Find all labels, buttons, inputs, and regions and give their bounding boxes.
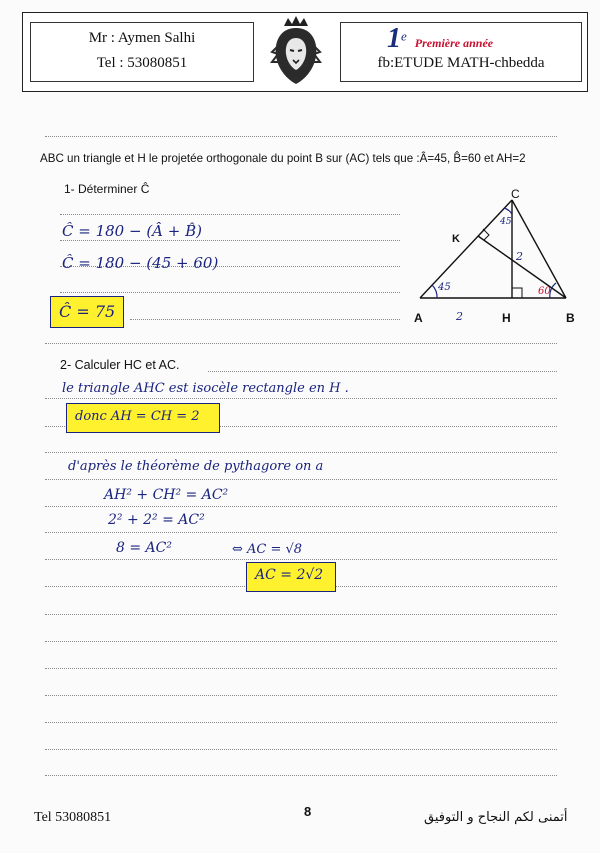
q1-result: Ĉ = 75 bbox=[59, 302, 116, 321]
vertex-label-C: C bbox=[511, 187, 520, 201]
q2-result-highlight bbox=[246, 562, 336, 592]
ruled-line bbox=[45, 695, 557, 696]
ruled-line bbox=[45, 136, 557, 137]
ruled-line bbox=[130, 319, 400, 320]
question-2: 2- Calculer HC et AC. bbox=[60, 358, 180, 372]
question-1: 1- Déterminer Ĉ bbox=[64, 182, 150, 196]
teacher-info-box bbox=[30, 22, 254, 82]
angle-C-label: 45 bbox=[500, 217, 512, 227]
ruled-line bbox=[45, 722, 557, 723]
q2-answer-line-4: AH² + CH² = AC² bbox=[104, 487, 229, 503]
vertex-label-A: A bbox=[414, 311, 423, 325]
q2-answer-line-3: d'après le théorème de pythagore on a bbox=[68, 459, 324, 474]
ruled-line bbox=[60, 292, 400, 293]
q2-answer-line-6: 8 = AC² bbox=[116, 540, 172, 556]
ruled-line bbox=[45, 641, 557, 642]
ruled-line bbox=[45, 479, 557, 480]
teacher-name: Mr : Aymen Salhi bbox=[88, 30, 196, 46]
ruled-line bbox=[208, 371, 557, 372]
level-heading bbox=[387, 23, 493, 55]
q2-result: AC = 2√2 bbox=[255, 567, 324, 583]
vertex-label-K: K bbox=[452, 233, 460, 245]
vertex-label-B: B bbox=[566, 311, 575, 325]
page-number: 8 bbox=[304, 804, 312, 819]
ruled-line bbox=[45, 452, 557, 453]
ruled-line bbox=[45, 775, 557, 776]
ruled-line bbox=[45, 506, 557, 507]
ruled-line bbox=[45, 668, 557, 669]
ruled-line bbox=[45, 559, 557, 560]
side-AH-label: 2 bbox=[456, 310, 463, 323]
level-superscript: e bbox=[401, 28, 407, 44]
footer-phone: Tel 53080851 bbox=[34, 810, 112, 825]
q1-answer-line-2: Ĉ = 180 − (45 + 60) bbox=[62, 254, 219, 272]
side-HC-label: 2 bbox=[516, 250, 523, 263]
q1-result-highlight bbox=[50, 296, 124, 328]
ruled-line bbox=[45, 398, 557, 399]
level-name: Première année bbox=[414, 36, 494, 50]
level-box bbox=[340, 22, 582, 82]
triangle-figure bbox=[410, 186, 590, 328]
ruled-line bbox=[45, 343, 557, 344]
vertex-label-H: H bbox=[502, 311, 511, 325]
teacher-phone: Tel : 53080851 bbox=[96, 55, 188, 71]
ruled-line bbox=[45, 614, 557, 615]
q2-answer-line-1: le triangle AHC est isocèle rectangle en H . bbox=[62, 381, 349, 396]
lion-logo-icon bbox=[266, 16, 326, 86]
problem-statement: ABC un triangle et H le projetée orthogonale du point B sur (AC) tels que :Â=45, B̂=60 et AH=2 bbox=[40, 152, 526, 165]
q2-answer-line-5: 2² + 2² = AC² bbox=[108, 512, 205, 528]
q2-answer-line-2: donc AH = CH = 2 bbox=[75, 409, 200, 424]
ruled-line bbox=[45, 749, 557, 750]
q2-answer-line-6b: ⇔ AC = √8 bbox=[232, 542, 303, 557]
angle-A-label: 45 bbox=[438, 282, 451, 293]
facebook-page: fb:ETUDE MATH-chbedda bbox=[377, 55, 545, 71]
ruled-line bbox=[60, 214, 400, 215]
ruled-line bbox=[45, 532, 557, 533]
level-number: 1 bbox=[387, 23, 401, 54]
footer-wish: أتمنى لكم النجاح و التوفيق bbox=[424, 810, 568, 825]
ruled-line bbox=[60, 240, 400, 241]
q2-equal-sides-highlight bbox=[66, 403, 220, 433]
q1-answer-line-1: Ĉ = 180 − (Â + B̂) bbox=[62, 222, 202, 240]
angle-B-label: 60 bbox=[538, 286, 551, 297]
